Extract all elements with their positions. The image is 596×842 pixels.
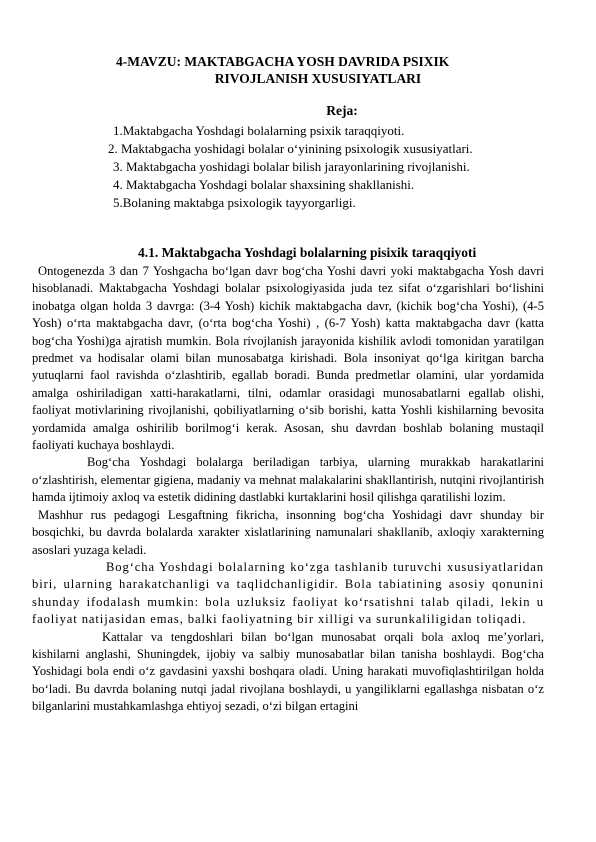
plan-heading: Reja:: [326, 103, 358, 118]
plan-item: 1.Maktabgacha Yoshdagi bolalarning psixik taraqqiyoti.: [113, 123, 405, 138]
topic-title-line2: RIVOJLANISH XUSUSIYATLARI: [214, 71, 422, 86]
paragraph: Ontogenezda 3 dan 7 Yoshgacha bo‘lgan davr bog‘cha Yoshi davri yoki maktabgacha Yosh davri hisoblanadi. Maktabgacha Yoshdagi bolalar psixologiyasida juda tez sifat o‘zgarishlari bo‘lishini inobatga olgan holda 3 davrga: (3-4 Yosh) kichik maktabgacha davr, (kichik bog‘cha Yoshi), (4-5 Yosh) o‘rta maktabgacha davr, (o‘rta bog‘cha Yoshi) , (6-7 Yosh) katta maktabgacha davr (katta bog‘cha Yoshi)ga ajratish mumkin. Bola rivojlanish jarayonida kishilik avlodi tomonidan yaratilgan predmet va hodisalar olami bilan munosabatga kirishadi. Bola insoniyat qo‘lga kiritgan barcha yutuqlarni faol ravishda o‘zlashtirib, egallab boradi. Bunda predmetlar olamini, ular yordamida amalga oshiriladigan xatti-harakatlarni, tilni, odamlar orasidagi munosabatlarni egallab olishi, faoliyat motivlarining rivojlanishi, qobiliyatlarning o‘sib borishi, katta Yoshli kishilarning bevosita yordamida amalga oshirilib borilmog‘i kerak. Asosan, shu davrdan boshlab bolaning mustaqil faoliyati kuchaya boshlaydi.: [32, 264, 544, 453]
paragraph: Bog‘cha Yoshdagi bolalarning ko‘zga tashlanib turuvchi xususiyatlaridan biri, ularning harakatchanligi va taqlidchanligidir. Bola tabiatining asosiy qonunini shunday ifodalash mumkin: bola uzluksiz faoliyat ko‘rsatishni talab qiladi, lekin u faoliyat natijasidan emas, balki faoliyatning bir xilligi va surunkaliligidan toliqadi.: [32, 559, 544, 627]
section-heading: 4.1. Maktabgacha Yoshdagi bolalarning pisixik taraqqiyoti: [138, 245, 477, 260]
plan-item: 5.Bolaning maktabga psixologik tayyorgarligi.: [113, 195, 356, 210]
paragraph: Kattalar va tengdoshlari bilan bo‘lgan munosabat orqali bola axloq me’yorlari, kishilarni anglashi, Shuningdek, ijobiy va salbiy munosabatlar bilan tanisha boshlaydi. Bog‘cha Yoshidagi bola endi o‘z gavdasini yaxshi boshqara oladi. Uning harakati muvofiqlashtirilgan holda bo‘ladi. Bu davrda bolaning nutqi jadal rivojlana boshlaydi, u yangiliklarni egallashga nisbatan o‘z bilganlarini mustahkamlashga ehtiyoj sezadi, o‘zi bilgan ertagini: [32, 629, 544, 714]
topic-title-line1: 4-MAVZU: MAKTABGACHA YOSH DAVRIDA PSIXIK: [116, 54, 450, 69]
body-text: [32, 263, 544, 716]
paragraph: Bog‘cha Yoshdagi bolalarga beriladigan tarbiya, ularning murakkab harakatlarini o‘zlashtirish, elementar gigiena, madaniy va mehnat malakalarini shakllantirish, nutqini rivojlantirish hamda ijtimoiy axloq va estetik didining dastlabki kurtaklarini hosil qilishga qaratilishi lozim.: [32, 455, 544, 505]
paragraph: Mashhur rus pedagogi Lesgaftning fikricha, insonning bog‘cha Yoshidagi davr shunday bir bosqichki, bu davrda bolalarda xarakter xislatlarining namunalari shakllanib, axloqiy xarakterning asoslari yuzaga keladi.: [32, 507, 544, 557]
plan-item: 4. Maktabgacha Yoshdagi bolalar shaxsining shakllanishi.: [113, 177, 415, 192]
plan-item: 3. Maktabgacha yoshidagi bolalar bilish jarayonlarining rivojlanishi.: [113, 159, 470, 174]
plan-list: [0, 122, 596, 212]
plan-item: 2. Maktabgacha yoshidagi bolalar o‘yinining psixologik xususiyatlari.: [108, 141, 473, 156]
